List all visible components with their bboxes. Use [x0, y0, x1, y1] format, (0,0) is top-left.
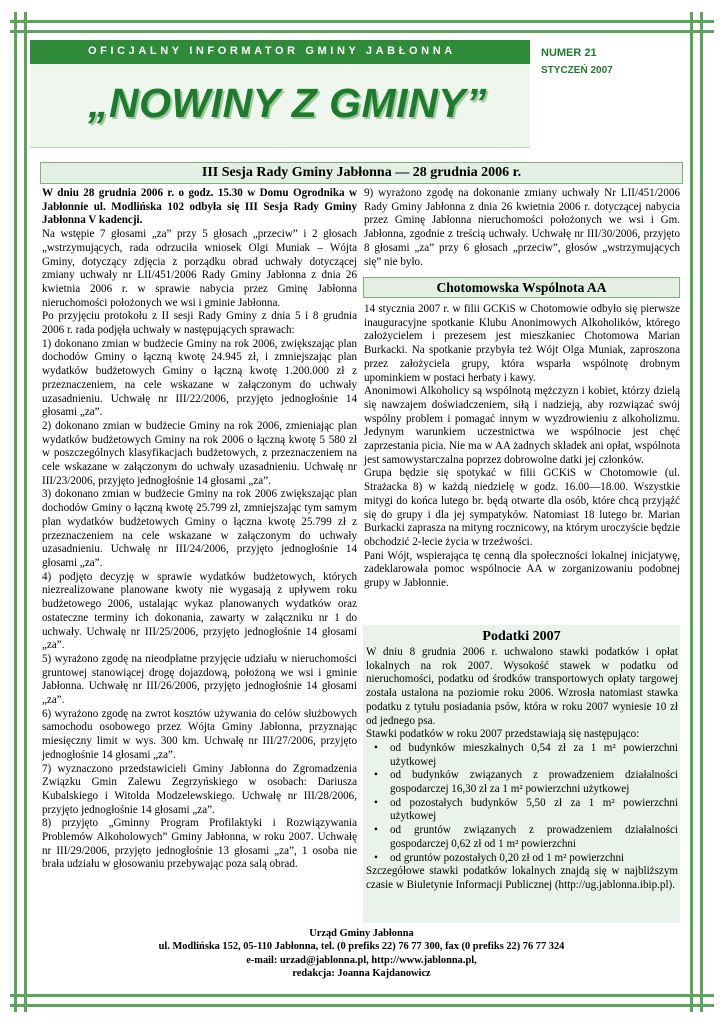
list-item: • od budynków mieszkalnych 0,54 zł za 1 m² powierzchni użytkowej	[366, 742, 678, 769]
frame-line-top-outer	[10, 20, 714, 23]
tax-list-intro: Stawki podatków w roku 2007 przedstawiają się następująco:	[366, 728, 640, 741]
session-continuation	[364, 187, 680, 269]
session-article	[42, 187, 357, 872]
aa-article	[364, 303, 680, 591]
session-resolution: 1) dokonano zmian w budżecie Gminy na rok 2006, zwiększając plan dochodów Gminy o łączną kwotę 24.945 zł, i zmniejszając plan wydatków budżetowych Gminy o łączną kwotę 1.200.000 zł z przeznaczeniem, na cele wskazane w załączonym do uchwały uzasadnieniu. Uchwałę nr III/22/2006, przyjęto jednogłośnie 14 głosami „za”.	[42, 337, 357, 419]
session-paragraph: Na wstępie 7 głosami „za” przy 5 głosach „przeciw” i 2 głosach „wstrzymujących, rada odrzuciła wniosek Olgi Muniak – Wójta Gminy, dotyczący zdjęcia z porządku obrad uchwały dotyczącej zmiany uchwały nr LII/451/2006 Rady Gminy Jabłonna z dnia 26 kwietnia 2006 r. w sprawie nabycia przez Gminę Jabłonna nieruchomości położonych we wsi i gminie Jabłonna.	[42, 228, 357, 309]
tax-article	[366, 646, 678, 893]
list-item: • od budynków związanych z prowadzeniem działalności gospodarczej 16,30 zł za 1 m² powierzchni użytkowej	[366, 769, 678, 796]
footer-contact	[40, 927, 683, 981]
footer-office: Urząd Gminy Jabłonna	[309, 928, 414, 939]
frame-line-bottom-inner	[10, 994, 714, 997]
aa-heading: Chotomowska Wspólnota AA	[363, 277, 680, 298]
frame-line-right-outer	[700, 12, 703, 1012]
aa-paragraph: Grupa będzie się spotykać w filii GCKiS w Chotomowie (ul. Strażacka 8) w każdą niedzielę w godz. 16.00—18.00. Wszystkie mitygi do końca lutego br. będą otwarte dla osób, które chcą przyjąźć się do grupy i dla jej sympatyków. Natomiast 18 lutego br. Marian Burkacki zaprasza na mityng rocznicowy, na którym uroczyście będzie obchodzić 2-lecie życia w trzeźwości.	[364, 467, 680, 548]
list-item: • od gruntów związanych z prowadzeniem działalności gospodarczej 0,62 zł od 1 m² powierzchni	[366, 824, 678, 851]
session-resolution: 6) wyrażono zgodę na zwrot kosztów używania do celów służbowych samochodu osobowego przez Wójta Gminy Jabłonna, przyznając miesięczny limit w wys. 300 km. Uchwałę nr III/27/2006, przyjęto jednogłośnie 14 głosami „za”.	[42, 707, 357, 761]
session-heading: III Sesja Rady Gminy Jabłonna — 28 grudnia 2006 r.	[40, 162, 683, 184]
tax-intro: W dniu 8 grudnia 2006 r. uchwalono stawki podatków i opłat lokalnych na rok 2007. Wysokość stawek w podatku od nieruchomości, podatku od środków transportowych opłaty targowej została ustalona na poziomie roku 2006. Wzrosła natomiast stawka podatku z tytułu posiadania psów, która w roku 2007 wyniesie 10 zł od jednego psa.	[366, 646, 678, 727]
frame-line-bottom-outer	[10, 1004, 714, 1007]
issue-number: NUMER 21	[541, 47, 597, 59]
list-item: • od gruntów pozostałych 0,20 zł od 1 m² powierzchni	[366, 852, 678, 866]
aa-paragraph: Pani Wójt, wspierająca tę cenną dla społeczności lokalnej inicjatywę, zadeklarowała pomoc wspólnocie AA w zorganizowaniu podobnej grupy w Jabłonnie.	[364, 549, 680, 590]
frame-line-left-inner	[24, 12, 27, 1012]
tax-rates-list	[366, 742, 678, 865]
footer-email: e-mail: urzad@jablonna.pl, http://www.jablonna.pl,	[246, 954, 477, 966]
footer-editor: redakcja: Joanna Kajdanowicz	[292, 968, 431, 980]
session-resolution: 3) dokonano zmian w budżecie Gminy na rok 2006 zwiększając plan dochodów Gminy o łączną kwotę 25.799 zł, zmniejszając tym samym plan wydatków budżetowych Gminy o łączna kwotę 25.799 zł z przeznaczeniem na cele wskazane w załączonym do uchwały uzasadnieniu. Uchwałę nr III/24/2006, przyjęto jednogłośnie 14 głosami „za”.	[42, 488, 357, 569]
session-paragraph: Po przyjęciu protokołu z II sesji Rady Gminy z dnia 5 i 8 grudnia 2006 r. rada podjęła uchwały w następujących sprawach:	[42, 310, 357, 337]
issue-date: STYCZEŃ 2007	[541, 65, 613, 76]
footer-address: ul. Modlińska 152, 05-110 Jabłonna, tel. (0 prefiks 22) 76 77 300, fax (0 prefiks 22) 76 77 324	[158, 941, 565, 953]
tax-outro: Szczegółowe stawki podatków lokalnych znajdą się w najbliższym czasie w Biuletynie Informacji Publicznej (http://ug.jablonna.ibip.pl).	[366, 865, 678, 891]
list-item: • od pozostałych budynków 5,50 zł za 1 m² powierzchni użytkowej	[366, 797, 678, 824]
session-resolution: 8) przyjęto „Gminny Program Profilaktyki i Rozwiązywania Problemów Alkoholowych” Gminy Jabłonna, w roku 2007. Uchwałę nr III/29/2006, przyjęto jednogłośnie 13 głosami „za”, 1 osoba nie brała udziału w głosowaniu przebywając poza salą obrad.	[42, 817, 357, 871]
masthead-tagline: OFICJALNY INFORMATOR GMINY JABŁONNA	[88, 45, 456, 57]
aa-paragraph: 14 stycznia 2007 r. w filii GCKiS w Chotomowie odbyło się pierwsze inauguracyjne spotkanie Klubu Anonimowych Alkoholików, którego założycielem i prezesem jest mieszkaniec Chotomowa Marian Burkacki. Na spotkanie przybyła też Wójt Olga Muniak, zaproszona przez założyciela grupy, która wsparła wspólnotę drobnym upominkiem w postaci herbaty i kawy.	[364, 303, 680, 384]
session-resolution: 7) wyznaczono przedstawicieli Gminy Jabłonna do Zgromadzenia Związku Gmin Zalewu Zegrzyńskiego w osobach: Dariusza Kubalskiego i Witolda Modzelewskiego. Uchwałę nr III/28/2006, przyjęto jednogłośnie 14 głosami „za”.	[42, 762, 357, 816]
session-resolution: 4) podjęto decyzję w sprawie wydatków budżetowych, których niezrealizowane planowane kwoty nie wygasają z upływem roku budżetowego 2006, ustalając wykaz planowanych wydatków oraz ostateczne terminy ich dokonania, zawarty w załączniku nr 1 do uchwały. Uchwałę nr III/25/2006, przyjęto jednogłośnie 14 głosami „za”.	[42, 570, 357, 652]
frame-line-top-inner	[10, 30, 714, 33]
frame-line-left-outer	[14, 12, 17, 1012]
tax-heading: Podatki 2007	[482, 629, 561, 644]
newsletter-title: „NOWINY Z GMINY”	[88, 80, 488, 126]
session-resolution: 9) wyrażono zgodę na dokonanie zmiany uchwały Nr LII/451/2006 Rady Gminy Jabłonna z dnia 26 kwietnia 2006 r. dotyczącej nabycia przez Gminę Jabłonna nieruchomości położonych we wsi i Gm. Jabłonna, zgodnie z treścią uchwały. Uchwałę nr III/30/2006, przyjęto 8 głosami „za” przy 6 głosach „przeciw”, głosów „wstrzymujących się” nie było.	[364, 187, 680, 268]
session-resolution: 2) dokonano zmian w budżecie Gminy na rok 2006, zmieniając plan wydatków budżetowych Gminy na rok 2006 o łączną kwotę 5 580 zł w poszczególnych klasyfikacjach budżetowych, z przeznaczeniem na cele wskazane w załączonym do uchwały uzasadnieniu. Uchwałę nr III/23/2006, przyjęto jednogłośnie 14 głosami „za”.	[42, 419, 357, 487]
frame-line-right-inner	[690, 12, 693, 1012]
session-resolution: 5) wyrażono zgodę na nieodpłatne przyjęcie udziału w nieruchomości gruntowej stanowiącej drogę dojazdową, położoną we wsi i gminie Jabłonna. Uchwałę nr III/26/2006, przyjęto jednogłośnie 14 głosami „za”.	[42, 652, 357, 707]
session-lead: W dniu 28 grudnia 2006 r. o godz. 15.30 w Domu Ogrodnika w Jabłonnie ul. Modlińska 102 odbyła się III Sesja Rady Gminy Jabłonna V kadencji.	[42, 187, 357, 227]
aa-paragraph: Anonimowi Alkoholicy są wspólnotą mężczyzn i kobiet, którzy dzielą się nawzajem doświadczeniem, siłą i nadzieją, aby rozwiązać swój wspólny problem i pomagać innym w wyzdrowieniu z alkoholizmu. Jedynym warunkiem uczestnictwa we wspólnocie jest chęć zaprzestania picia. Nie ma w AA żadnych składek ani opłat, wspólnota jest samowystarczalna poprzez dobrowolne datki jej członków.	[364, 385, 680, 466]
